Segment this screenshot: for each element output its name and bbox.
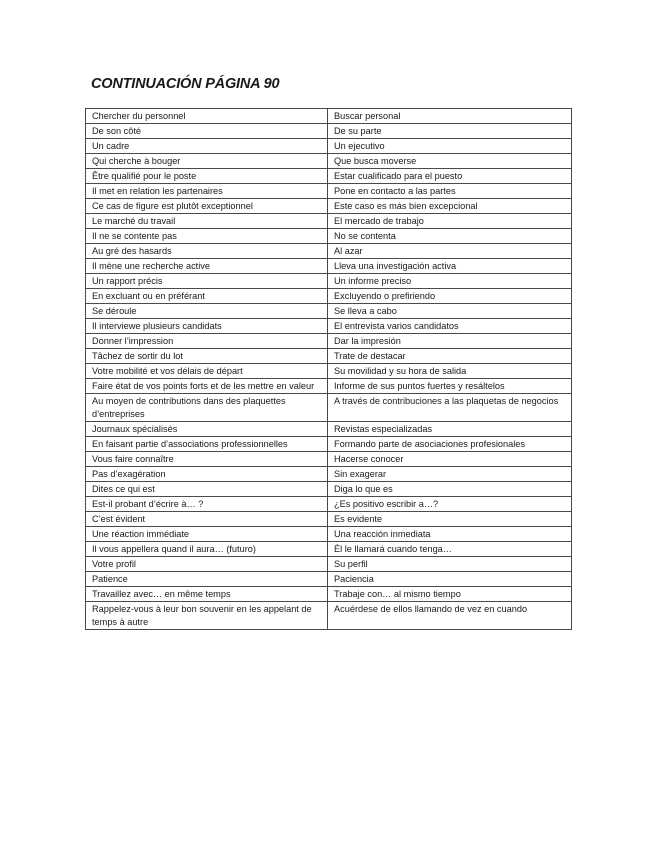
- table-row: [86, 437, 572, 452]
- spanish-translation-cell: Lleva una investigación activa: [328, 259, 572, 274]
- french-term-cell: C’est évident: [86, 512, 328, 527]
- spanish-translation-cell: Su movilidad y su hora de salida: [328, 364, 572, 379]
- french-term-cell: Chercher du personnel: [86, 109, 328, 124]
- table-row: [86, 109, 572, 124]
- spanish-translation-cell: Buscar personal: [328, 109, 572, 124]
- table-row: [86, 364, 572, 379]
- spanish-translation-cell: Trabaje con… al mismo tiempo: [328, 587, 572, 602]
- spanish-translation-cell: De su parte: [328, 124, 572, 139]
- spanish-translation-cell: Acuérdese de ellos llamando de vez en cuando: [328, 602, 572, 630]
- spanish-translation-cell: Que busca moverse: [328, 154, 572, 169]
- french-term-cell: Il ne se contente pas: [86, 229, 328, 244]
- french-term-cell: Votre profil: [86, 557, 328, 572]
- french-term-cell: En excluant ou en préférant: [86, 289, 328, 304]
- vocabulary-table-body: [86, 109, 572, 630]
- french-term-cell: Qui cherche à bouger: [86, 154, 328, 169]
- french-term-cell: De son côté: [86, 124, 328, 139]
- table-row: [86, 379, 572, 394]
- table-row: [86, 289, 572, 304]
- spanish-translation-cell: Estar cualificado para el puesto: [328, 169, 572, 184]
- page-title: CONTINUACIÓN PÁGINA 90: [91, 76, 280, 92]
- table-row: [86, 467, 572, 482]
- table-row: [86, 452, 572, 467]
- spanish-translation-cell: Una reacción inmediata: [328, 527, 572, 542]
- table-row: [86, 497, 572, 512]
- french-term-cell: Il mène une recherche active: [86, 259, 328, 274]
- spanish-translation-cell: Un ejecutivo: [328, 139, 572, 154]
- spanish-translation-cell: Pone en contacto a las partes: [328, 184, 572, 199]
- spanish-translation-cell: Sin exagerar: [328, 467, 572, 482]
- table-row: [86, 602, 572, 630]
- table-row: [86, 214, 572, 229]
- french-term-cell: Ce cas de figure est plutôt exceptionnel: [86, 199, 328, 214]
- spanish-translation-cell: Al azar: [328, 244, 572, 259]
- table-row: [86, 587, 572, 602]
- spanish-translation-cell: Se lleva a cabo: [328, 304, 572, 319]
- spanish-translation-cell: Su perfil: [328, 557, 572, 572]
- french-term-cell: Un cadre: [86, 139, 328, 154]
- french-term-cell: Votre mobilité et vos délais de départ: [86, 364, 328, 379]
- spanish-translation-cell: Dar la impresión: [328, 334, 572, 349]
- french-term-cell: Au moyen de contributions dans des plaquettes d’entreprises: [86, 394, 328, 422]
- spanish-translation-cell: Él le llamará cuando tenga…: [328, 542, 572, 557]
- table-row: [86, 512, 572, 527]
- french-term-cell: Au gré des hasards: [86, 244, 328, 259]
- spanish-translation-cell: A través de contribuciones a las plaquetas de negocios: [328, 394, 572, 422]
- table-row: [86, 154, 572, 169]
- spanish-translation-cell: Es evidente: [328, 512, 572, 527]
- spanish-translation-cell: El entrevista varios candidatos: [328, 319, 572, 334]
- spanish-translation-cell: Diga lo que es: [328, 482, 572, 497]
- spanish-translation-cell: Este caso es más bien excepcional: [328, 199, 572, 214]
- french-term-cell: Une réaction immédiate: [86, 527, 328, 542]
- french-term-cell: En faisant partie d’associations professionnelles: [86, 437, 328, 452]
- table-row: [86, 334, 572, 349]
- table-row: [86, 259, 572, 274]
- french-term-cell: Le marché du travail: [86, 214, 328, 229]
- table-row: [86, 274, 572, 289]
- french-term-cell: Tâchez de sortir du lot: [86, 349, 328, 364]
- spanish-translation-cell: No se contenta: [328, 229, 572, 244]
- spanish-translation-cell: Excluyendo o prefiriendo: [328, 289, 572, 304]
- table-row: [86, 304, 572, 319]
- french-term-cell: Donner l’impression: [86, 334, 328, 349]
- spanish-translation-cell: Revistas especializadas: [328, 422, 572, 437]
- table-row: [86, 349, 572, 364]
- table-row: [86, 542, 572, 557]
- french-term-cell: Journaux spécialisés: [86, 422, 328, 437]
- french-term-cell: Un rapport précis: [86, 274, 328, 289]
- table-row: [86, 139, 572, 154]
- table-row: [86, 482, 572, 497]
- french-term-cell: Il vous appellera quand il aura… (futuro): [86, 542, 328, 557]
- spanish-translation-cell: Hacerse conocer: [328, 452, 572, 467]
- spanish-translation-cell: Un informe preciso: [328, 274, 572, 289]
- table-row: [86, 422, 572, 437]
- table-row: [86, 229, 572, 244]
- french-term-cell: Est-il probant d’écrire à… ?: [86, 497, 328, 512]
- french-term-cell: Faire état de vos points forts et de les mettre en valeur: [86, 379, 328, 394]
- french-term-cell: Être qualifié pour le poste: [86, 169, 328, 184]
- table-row: [86, 572, 572, 587]
- french-term-cell: Dites ce qui est: [86, 482, 328, 497]
- french-term-cell: Travaillez avec… en même temps: [86, 587, 328, 602]
- spanish-translation-cell: Trate de destacar: [328, 349, 572, 364]
- spanish-translation-cell: Formando parte de asociaciones profesionales: [328, 437, 572, 452]
- french-term-cell: Patience: [86, 572, 328, 587]
- french-term-cell: Rappelez-vous à leur bon souvenir en les appelant de temps à autre: [86, 602, 328, 630]
- french-term-cell: Pas d’exagération: [86, 467, 328, 482]
- table-row: [86, 394, 572, 422]
- spanish-translation-cell: El mercado de trabajo: [328, 214, 572, 229]
- table-row: [86, 527, 572, 542]
- table-row: [86, 557, 572, 572]
- french-term-cell: Vous faire connaître: [86, 452, 328, 467]
- table-row: [86, 184, 572, 199]
- table-row: [86, 124, 572, 139]
- spanish-translation-cell: ¿Es positivo escribir a…?: [328, 497, 572, 512]
- table-row: [86, 199, 572, 214]
- table-row: [86, 319, 572, 334]
- vocabulary-table: [85, 108, 572, 630]
- spanish-translation-cell: Paciencia: [328, 572, 572, 587]
- french-term-cell: Se déroule: [86, 304, 328, 319]
- french-term-cell: Il met en relation les partenaires: [86, 184, 328, 199]
- table-row: [86, 244, 572, 259]
- french-term-cell: Il interviewe plusieurs candidats: [86, 319, 328, 334]
- spanish-translation-cell: Informe de sus puntos fuertes y resáltelos: [328, 379, 572, 394]
- table-row: [86, 169, 572, 184]
